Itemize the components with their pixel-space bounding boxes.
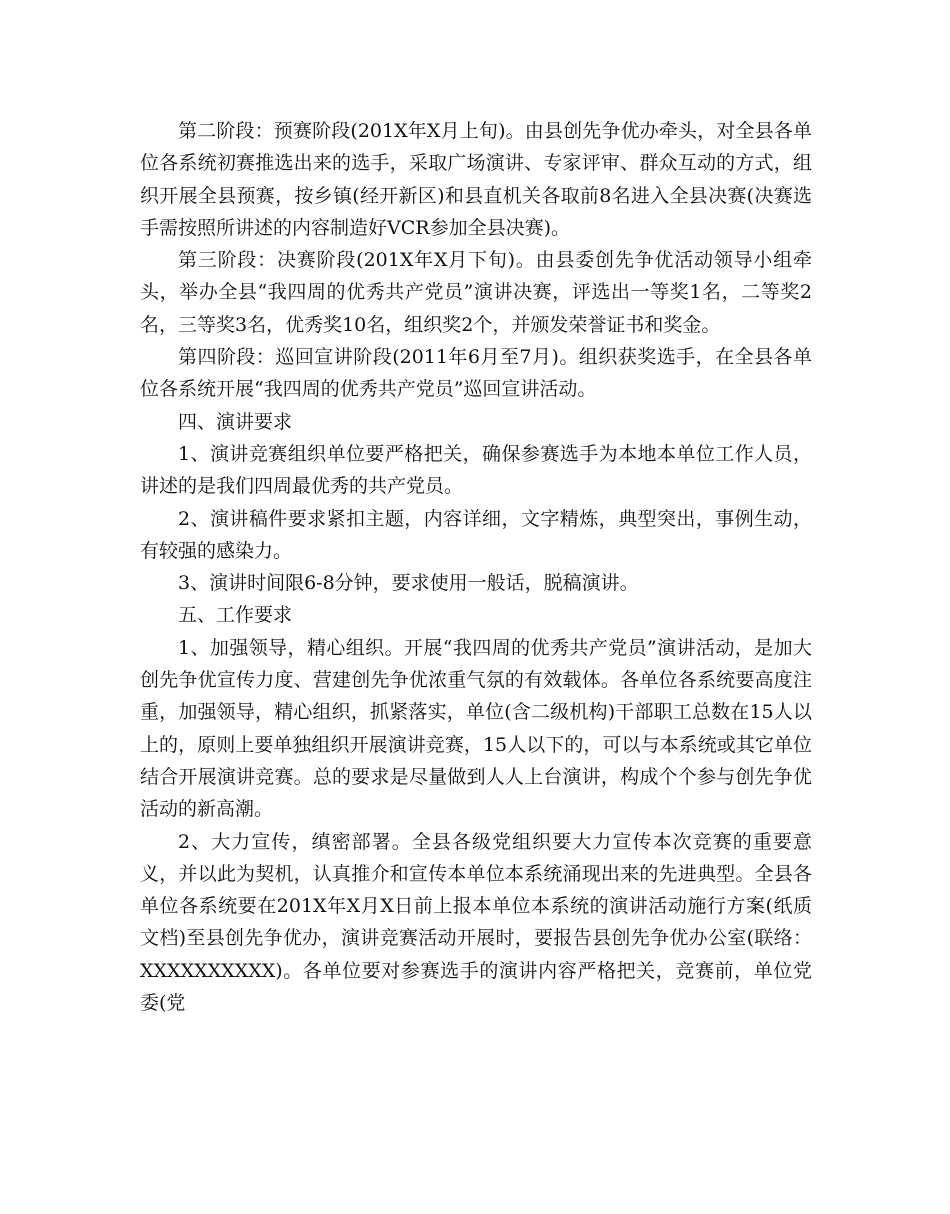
paragraph-requirement-1: 1、演讲竞赛组织单位要严格把关，确保参赛选手为本地本单位工作人员，讲述的是我们四周最优秀的共产党员。 — [140, 442, 812, 498]
paragraph-requirement-2: 2、演讲稿件要求紧扣主题，内容详细，文字精炼，典型突出，事例生动，有较强的感染力。 — [140, 507, 812, 562]
paragraph-stage-three: 第三阶段：决赛阶段(201X年X月下旬)。由县委创先争优活动领导小组牵头，举办全县“我四周的优秀共产党员”演讲决赛，评选出一等奖1名，二等奖2名，三等奖3名，优秀奖10名，组织奖2个，并颁发荣誉证书和奖金。 — [140, 249, 812, 336]
section-heading-speech-requirements: 四、演讲要求 — [178, 410, 293, 433]
paragraph-work-requirement-1: 1、加强领导，精心组织。开展“我四周的优秀共产党员”演讲活动，是加大创先争优宣传力度、营建创先争优浓重气氛的有效载体。各单位各系统要高度注重，加强领导，精心组织，抓紧落实，单位(含二级机构)干部职工总数在15人以上的，原则上要单独组织开展演讲竞赛，15人以下的，可以与本系统或其它单位结合开展演讲竞赛。总的要求是尽量做到人人上台演讲，构成个个参与创先争优活动的新高潮。 — [140, 636, 812, 821]
paragraph-stage-two: 第二阶段：预赛阶段(201X年X月上旬)。由县创先争优办牵头，对全县各单位各系统初赛推选出来的选手，采取广场演讲、专家评审、群众互动的方式，组织开展全县预赛，按乡镇(经开新区)和县直机关各取前8名进入全县决赛(决赛选手需按照所讲述的内容制造好VCR参加全县决赛)。 — [140, 120, 812, 239]
paragraph-stage-four: 第四阶段：巡回宣讲阶段(2011年6月至7月)。组织获奖选手，在全县各单位各系统开展“我四周的优秀共产党员”巡回宣讲活动。 — [140, 346, 812, 401]
section-heading-work-requirements: 五、工作要求 — [178, 604, 293, 627]
paragraph-work-requirement-2: 2、大力宣传，缜密部署。全县各级党组织要大力宣传本次竞赛的重要意义，并以此为契机，认真推介和宣传本单位本系统涌现出来的先进典型。全县各单位各系统要在201X年X月X日前上报本单位本系统的演讲活动施行方案(纸质文档)至县创先争优办，演讲竞赛活动开展时，要报告县创先争优办公室(联络：XXXXXXXXXX)。各单位要对参赛选手的演讲内容严格把关，竞赛前，单位党委(党 — [140, 830, 812, 1015]
document-body — [140, 115, 812, 1019]
paragraph-requirement-3: 3、演讲时间限6-8分钟，要求使用一般话，脱稿演讲。 — [178, 572, 639, 595]
